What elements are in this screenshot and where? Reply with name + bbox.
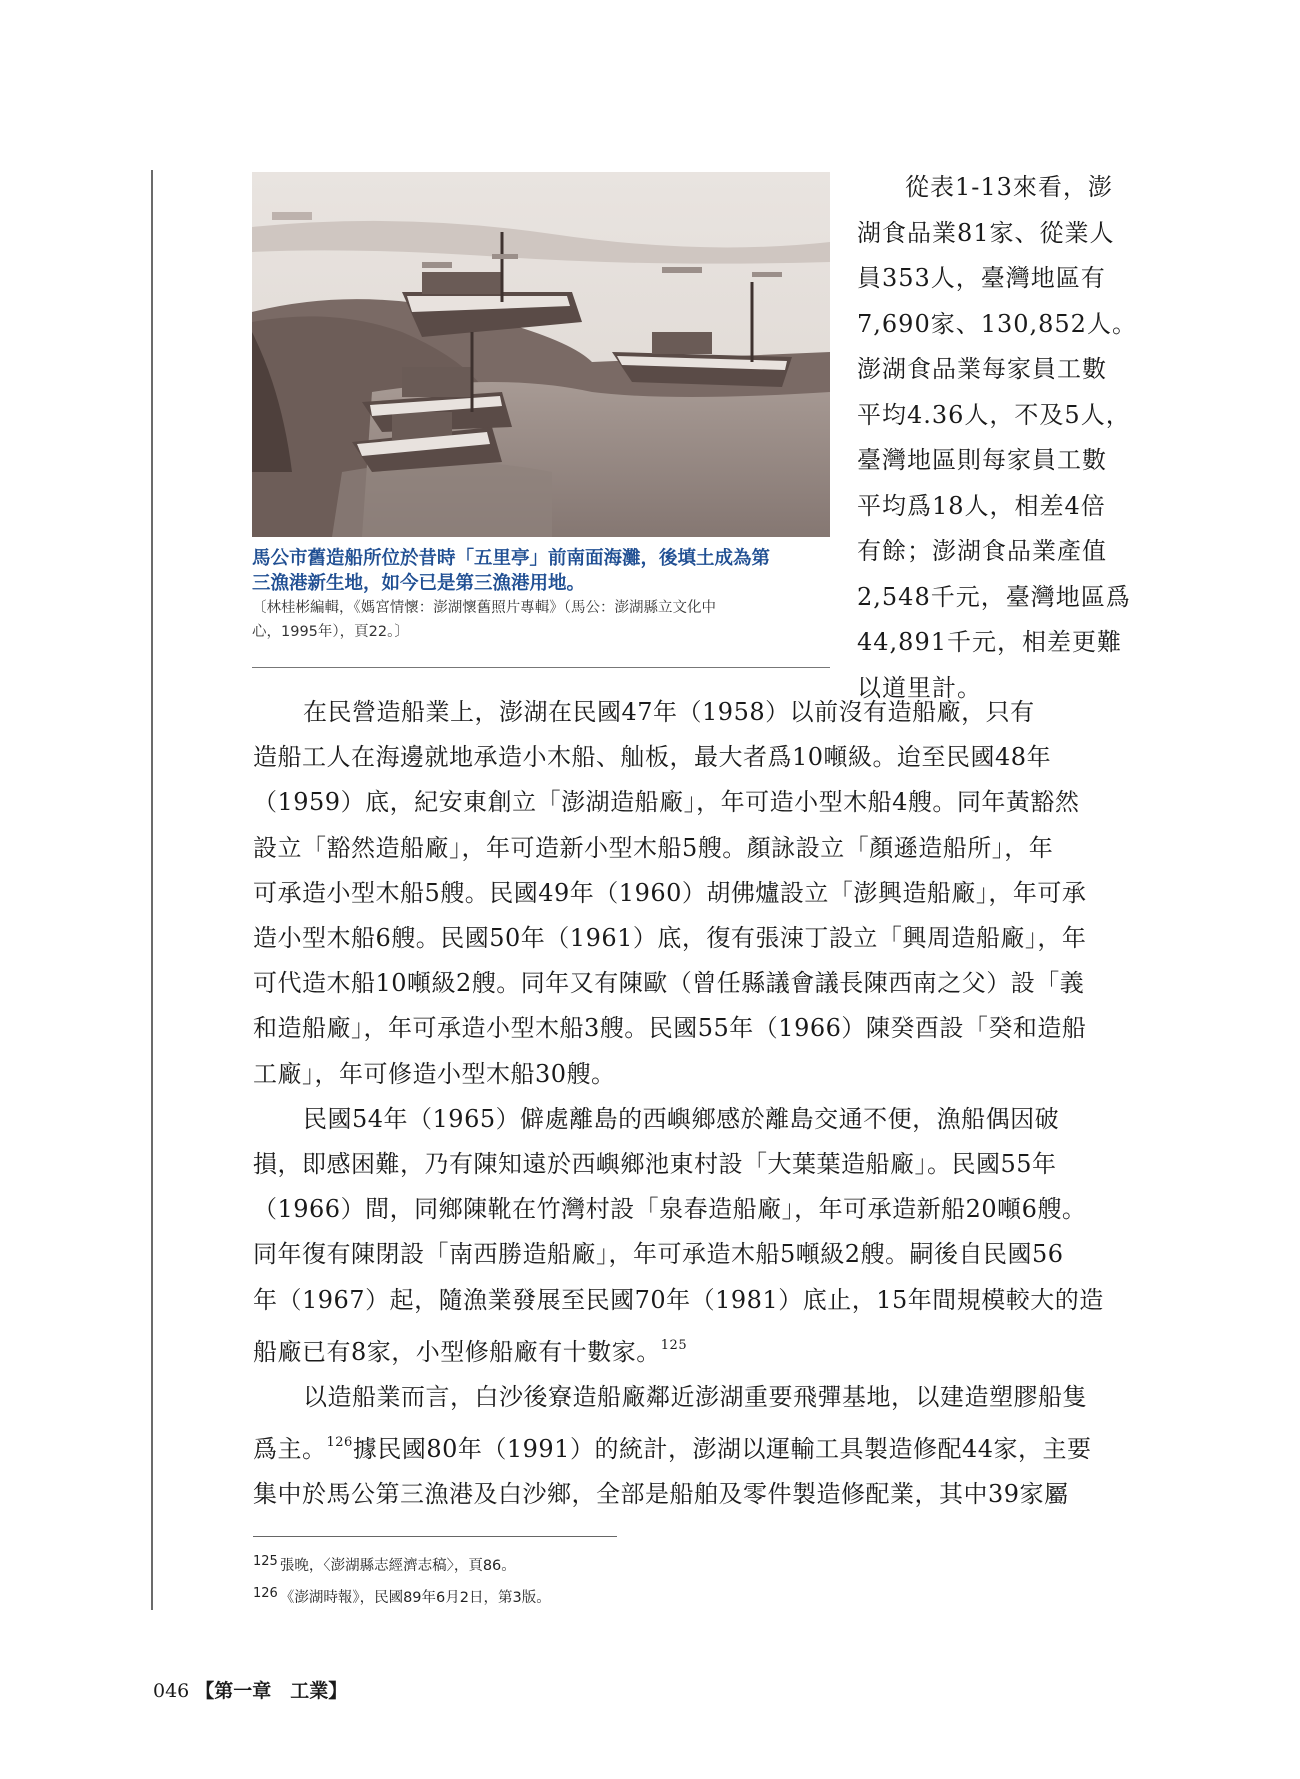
paragraph-text: 船廠已有8家，小型修船廠有十數家。 [253,1337,661,1366]
paragraph-text: 據民國80年（1991）的統計，澎湖以運輸工具製造修配44家，主要 [352,1435,1092,1464]
paragraph-line: 年（1967）起，隨漁業發展至民國70年（1981）底止，15年間規模較大的造 [253,1285,1104,1314]
footnotes [253,1548,551,1612]
side-text-line: 澎湖食品業每家員工數 [857,355,1107,383]
footnote-item [253,1580,551,1612]
side-text-line: 以道里計。 [857,673,982,702]
body-text [253,690,1133,1518]
paragraph-line: 以造船業而言，白沙後寮造船廠鄰近澎湖重要飛彈基地，以建造塑膠船隻 [303,1383,1087,1412]
side-text-line: 2,548千元，臺灣地區爲 [857,582,1131,611]
side-text-column [857,165,1137,711]
paragraph-text: 爲主。 [253,1435,327,1464]
paragraph-line: 可代造木船10噸級2艘。同年又有陳歐（曾任縣議會議長陳西南之父）設「義 [253,969,1085,998]
footnote-text: 張晚，〈澎湖縣志經濟志稿〉，頁86。 [279,1558,516,1574]
footnote-number: 125 [253,1554,278,1569]
page-number: 046 [153,1680,190,1702]
caption-title-line: 馬公市舊造船所位於昔時「五里亭」前南面海灘，後填土成為第 [252,548,771,569]
caption-divider [252,667,830,668]
paragraph-line: 在民營造船業上，澎湖在民國47年（1958）以前沒有造船廠，只有 [303,698,1035,726]
footnote-ref[interactable]: 126 [326,1435,353,1451]
side-text-line: 從表1-13來看，澎 [905,173,1113,201]
side-text-line: 44,891千元，相差更難 [857,628,1122,656]
left-margin-rule [151,170,153,1610]
side-text-line: 臺灣地區則每家員工數 [857,446,1107,474]
paragraph-line: 造船工人在海邊就地承造小木船、舢板，最大者爲10噸級。迨至民國48年 [253,743,1052,772]
side-text-line: 平均爲18人，相差4倍 [857,491,1106,520]
paragraph-line: 集中於馬公第三漁港及白沙鄉，全部是船舶及零件製造修配業，其中39家屬 [253,1480,1069,1509]
paragraph-line: （1959）底，紀安東創立「澎湖造船廠」，年可造小型木船4艘。同年黃豁然 [253,788,1080,817]
caption-source-line: 〔林桂彬編輯，《媽宮情懷：澎湖懷舊照片專輯》（馬公：澎湖縣立文化中 [252,600,716,616]
paragraph-line: （1966）間，同鄉陳靴在竹灣村設「泉春造船廠」，年可承造新船20噸6艘。 [253,1195,1087,1224]
paragraph-line [253,1420,1133,1472]
photo-image [252,172,830,537]
side-text-line: 7,690家、130,852人。 [857,309,1137,338]
footnote-number: 126 [253,1586,278,1601]
side-text-line: 有餘；澎湖食品業產值 [857,537,1107,565]
caption-title-line: 三漁港新生地，如今已是第三漁港用地。 [252,573,586,594]
side-text-line: 湖食品業81家、從業人 [857,218,1115,247]
caption-source-line: 心，1995年），頁22。〕 [252,624,409,640]
photo-caption [252,546,832,644]
footnote-ref[interactable]: 125 [660,1337,688,1353]
chapter-title: 【第一章 工業】 [195,1680,348,1702]
paragraph-line [253,1323,1133,1375]
footnote-item [253,1548,551,1580]
footnote-text: 《澎湖時報》，民國89年6月2日，第3版。 [279,1590,551,1606]
side-text-line: 平均4.36人，不及5人， [857,400,1131,429]
paragraph-line: 設立「豁然造船廠」，年可造新小型木船5艘。顏詠設立「顏遜造船所」，年 [253,833,1054,862]
boats-on-beach-photo [252,172,830,537]
side-text-line: 員353人，臺灣地區有 [857,264,1106,292]
footnote-divider [253,1536,617,1537]
paragraph-line: 可承造小型木船5艘。民國49年（1960）胡佛爐設立「澎興造船廠」，年可承 [253,878,1087,907]
paragraph-line: 民國54年（1965）僻處離島的西嶼鄉感於離島交通不便，漁船偶因破 [303,1104,1060,1133]
page-footer [153,1676,347,1703]
paragraph-line: 造小型木船6艘。民國50年（1961）底，復有張涑丁設立「興周造船廠」，年 [253,924,1087,953]
paragraph-line: 工廠」，年可修造小型木船30艘。 [253,1059,616,1088]
paragraph-line: 和造船廠」，年可承造小型木船3艘。民國55年（1966）陳癸酉設「癸和造船 [253,1014,1087,1043]
paragraph-line: 同年復有陳閉設「南西勝造船廠」，年可承造木船5噸級2艘。嗣後自民國56 [253,1240,1064,1269]
paragraph-line: 損，即感困難，乃有陳知遠於西嶼鄉池東村設「大葉葉造船廠」。民國55年 [253,1150,1057,1179]
